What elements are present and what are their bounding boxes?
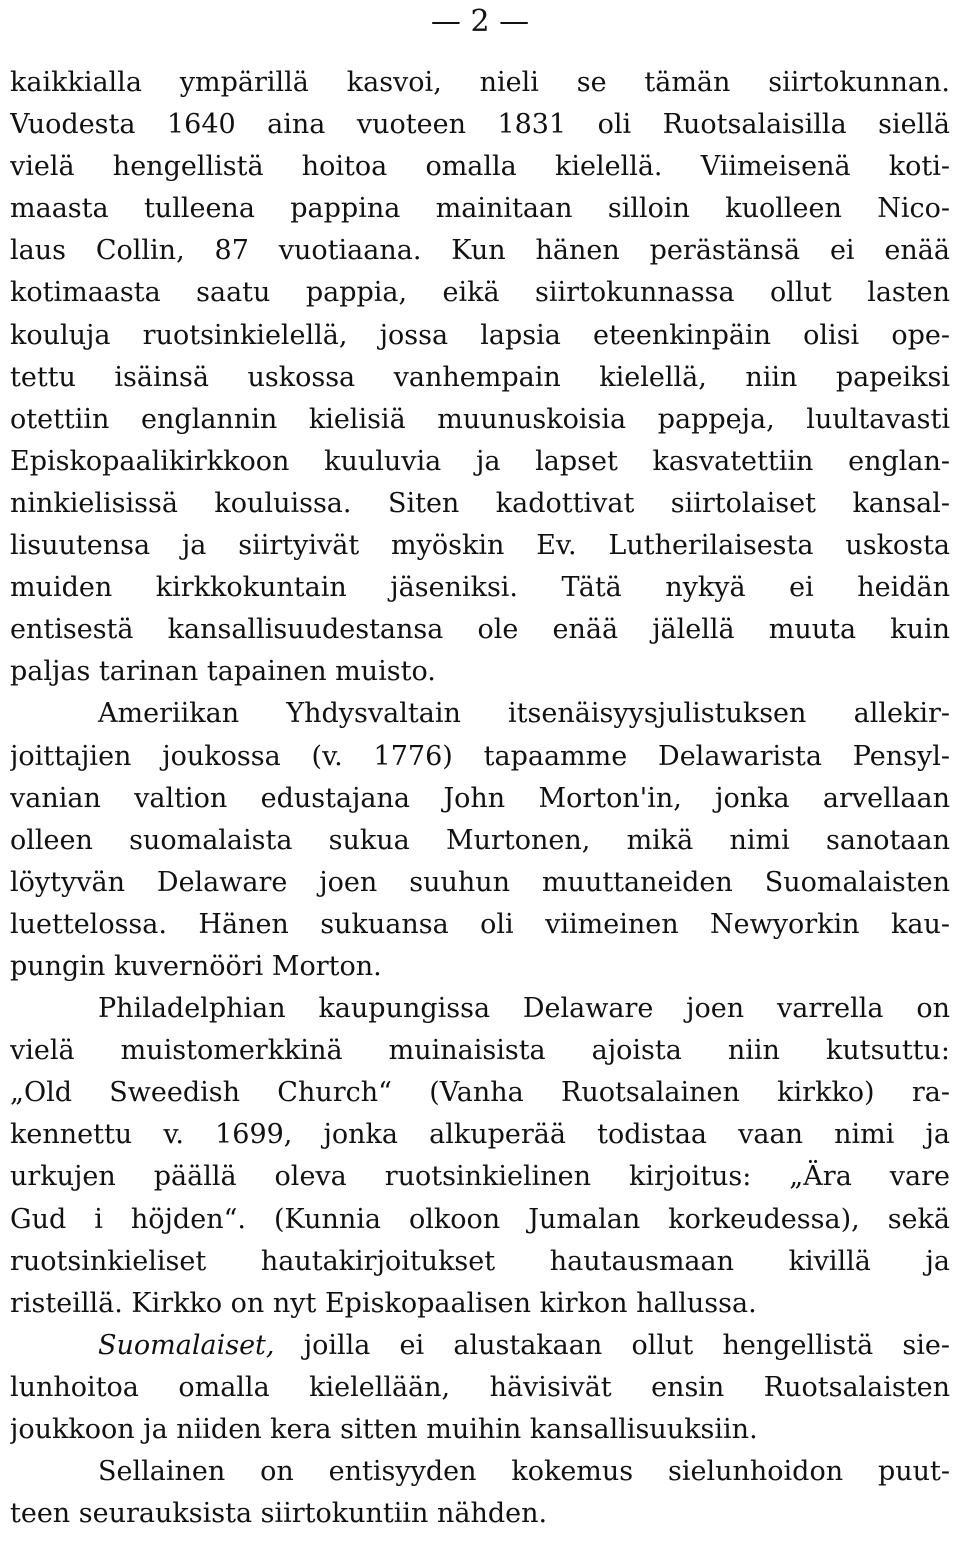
- text-line-32: lunhoitoa omalla kielellään, hävisivät ensin Ruotsalaisten: [10, 1371, 950, 1403]
- text-line-19: olleen suomalaista sukua Murtonen, mikä nimi sanotaan: [10, 824, 950, 856]
- text-line-15: paljas tarinan tapainen muisto.: [10, 656, 436, 688]
- text-line-7: kouluja ruotsinkielellä, jossa lapsia eteenkinpäin olisi ope-: [10, 319, 950, 351]
- text-line-35: teen seurauksista siirtokuntiin nähden.: [10, 1498, 548, 1530]
- text-line-13: muiden kirkkokuntain jäseniksi. Tätä nykyä ei heidän: [10, 572, 950, 604]
- text-line-21: luettelossa. Hänen sukuansa oli viimeinen Newyorkin kau-: [10, 908, 950, 940]
- text-line-33: joukkoon ja niiden kera sitten muihin kansallisuuksiin.: [10, 1414, 758, 1445]
- text-line-5: laus Collin, 87 vuotiaana. Kun hänen perästänsä ei enää: [10, 235, 950, 267]
- text-line-4: maasta tulleena pappina mainitaan silloin kuolleen Nico-: [10, 193, 950, 225]
- text-line-34: Sellainen on entisyyden kokemus sielunhoidon puut-: [98, 1456, 950, 1488]
- text-line-2: Vuodesta 1640 aina vuoteen 1831 oli Ruotsalaisilla siellä: [10, 109, 950, 141]
- text-line-20: löytyvän Delaware joen suuhun muuttaneiden Suomalaisten: [10, 866, 950, 898]
- page-number: — 2 —: [430, 4, 530, 39]
- text-line-18: vanian valtion edustajana John Morton'in, jonka arvellaan: [10, 782, 950, 814]
- text-line-31-rest: joilla ei alustakaan ollut hengellistä sie-: [303, 1329, 950, 1361]
- emphasis-suomalaiset: Suomalaiset,: [98, 1329, 275, 1361]
- text-line-29: ruotsinkieliset hautakirjoitukset hautausmaan kivillä ja: [10, 1245, 950, 1277]
- text-line-28: Gud i höjden“. (Kunnia olkoon Jumalan korkeudessa), sekä: [10, 1203, 950, 1235]
- text-line-14: entisestä kansallisuudestansa ole enää jälellä muuta kuin: [10, 614, 950, 646]
- text-line-23: Philadelphian kaupungissa Delaware joen varrella on: [98, 993, 950, 1025]
- text-line-6: kotimaasta saatu pappia, eikä siirtokunnassa ollut lasten: [10, 277, 950, 309]
- text-line-22: pungin kuvernööri Morton.: [10, 950, 382, 982]
- text-line-9: otettiin englannin kielisiä muunuskoisia pappeja, luultavasti: [10, 403, 950, 435]
- text-line-31: [10, 1325, 950, 1367]
- text-line-26: kennettu v. 1699, jonka alkuperää todistaa vaan nimi ja: [10, 1119, 950, 1151]
- text-line-27: urkujen päällä oleva ruotsinkielinen kirjoitus: „Ära vare: [10, 1161, 950, 1193]
- text-line-1: kaikkialla ympärillä kasvoi, nieli se tämän siirtokunnan.: [10, 67, 950, 98]
- text-line-11: ninkielisissä kouluissa. Siten kadottivat siirtolaiset kansal-: [10, 487, 950, 519]
- text-line-25: „Old Sweedish Church“ (Vanha Ruotsalainen kirkko) ra-: [10, 1077, 950, 1109]
- body-text: [10, 62, 950, 1535]
- text-line-16: Ameriikan Yhdysvaltain itsenäisyysjulistuksen allekir-: [98, 698, 950, 730]
- text-line-30: risteillä. Kirkko on nyt Episkopaalisen kirkon hallussa.: [10, 1287, 757, 1319]
- text-line-17: joittajien joukossa (v. 1776) tapaamme Delawarista Pensyl-: [10, 740, 950, 772]
- text-line-24: vielä muistomerkkinä muinaisista ajoista niin kutsuttu:: [10, 1035, 950, 1067]
- text-line-10: Episkopaalikirkkoon kuuluvia ja lapset kasvatettiin englan-: [10, 445, 950, 477]
- text-line-12: lisuutensa ja siirtyivät myöskin Ev. Lutherilaisesta uskosta: [10, 530, 950, 562]
- text-line-8: tettu isäinsä uskossa vanhempain kielellä, niin papeiksi: [10, 361, 950, 393]
- text-line-3: vielä hengellistä hoitoa omalla kielellä. Viimeisenä koti-: [10, 151, 950, 183]
